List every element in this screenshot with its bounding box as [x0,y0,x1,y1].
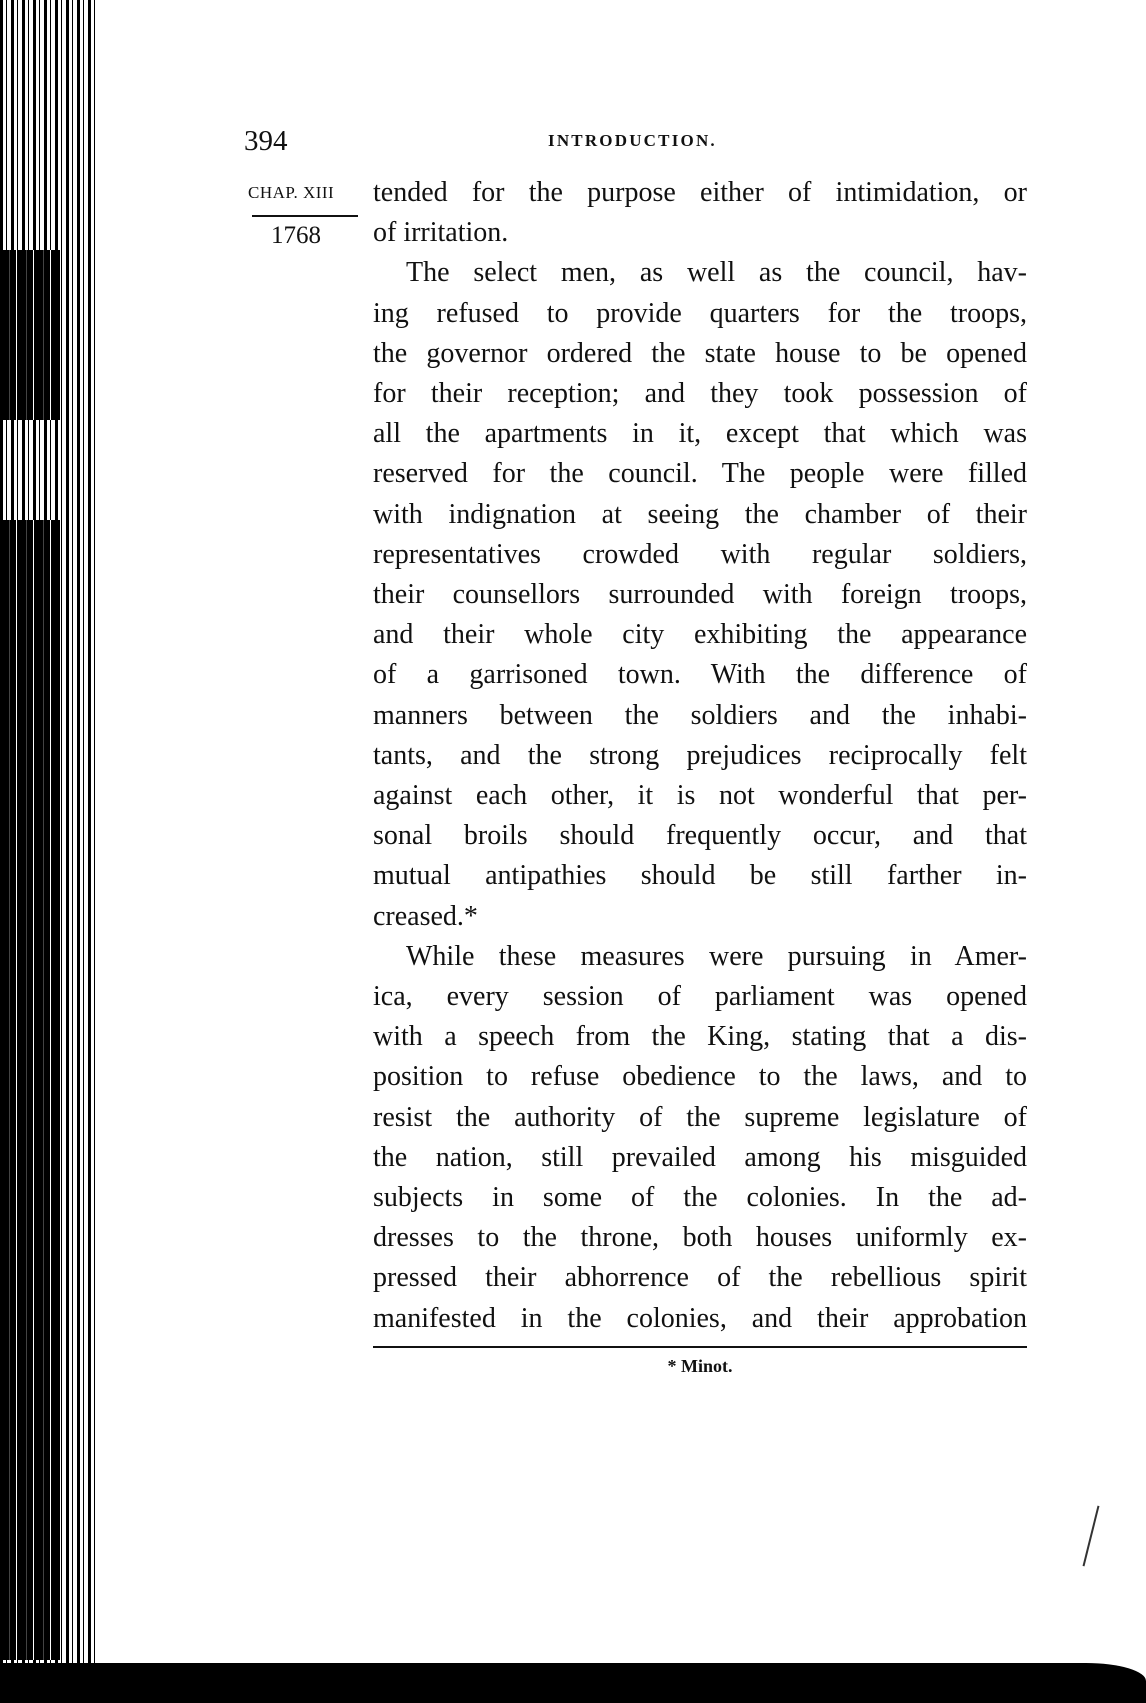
text-line: reserved for the council. The people were filled [373,458,1027,490]
text-line: and their whole city exhibiting the appearance [373,619,1027,651]
binding-shadow [0,250,60,420]
margin-year: 1768 [271,222,321,249]
text-line: sonal broils should frequently occur, and that [373,820,1027,852]
text-line: creased.* [373,900,478,932]
text-line: position to refuse obedience to the laws, and to [373,1061,1027,1093]
text-line: subjects in some of the colonies. In the ad- [373,1182,1027,1213]
text-line: ing refused to provide quarters for the troops, [373,297,1027,329]
text-line: all the apartments in it, except that which was [373,418,1027,450]
text-line: ica, every session of parliament was opened [373,981,1027,1012]
text-line: mutual antipathies should be still farther in- [373,860,1027,892]
running-title: INTRODUCTION. [548,131,717,150]
text-line: against each other, it is not wonderful that per- [373,780,1027,811]
text-line: tants, and the strong prejudices reciprocally felt [373,739,1027,771]
text-line: of a garrisoned town. With the difference of [373,659,1027,691]
binding-shadow [0,520,60,1660]
scan-mark [1083,1506,1100,1567]
text-line: representatives crowded with regular soldiers, [373,538,1027,570]
text-line: dresses to the throne, both houses uniformly ex- [373,1222,1027,1254]
text-line: the nation, still prevailed among his misguided [373,1141,1027,1173]
page-number: 394 [244,125,288,157]
text-line: tended for the purpose either of intimidation, or [373,177,1027,208]
book-binding-edge [0,0,98,1703]
text-line: of irritation. [373,217,509,249]
text-line: The select men, as well as the council, hav- [406,257,1027,289]
text-line: manners between the soldiers and the inhabi- [373,699,1027,731]
text-line: for their reception; and they took possession of [373,378,1027,409]
text-line: the governor ordered the state house to be opened [373,337,1027,369]
text-line: with indignation at seeing the chamber of their [373,498,1027,530]
text-line: their counsellors surrounded with foreign troops, [373,579,1027,610]
scan-bottom-edge [0,1663,1146,1703]
text-line: with a speech from the King, stating that a dis- [373,1021,1027,1053]
text-line: resist the authority of the supreme legislature of [373,1101,1027,1133]
footnote-rule [373,1346,1027,1348]
margin-rule [252,215,358,217]
footnote: * Minot. [667,1356,733,1376]
margin-chapter: CHAP. XIII [248,183,335,202]
text-line: manifested in the colonies, and their approbation [373,1302,1027,1334]
text-line: While these measures were pursuing in Amer- [406,940,1027,972]
text-line: pressed their abhorrence of the rebellious spirit [373,1262,1027,1294]
